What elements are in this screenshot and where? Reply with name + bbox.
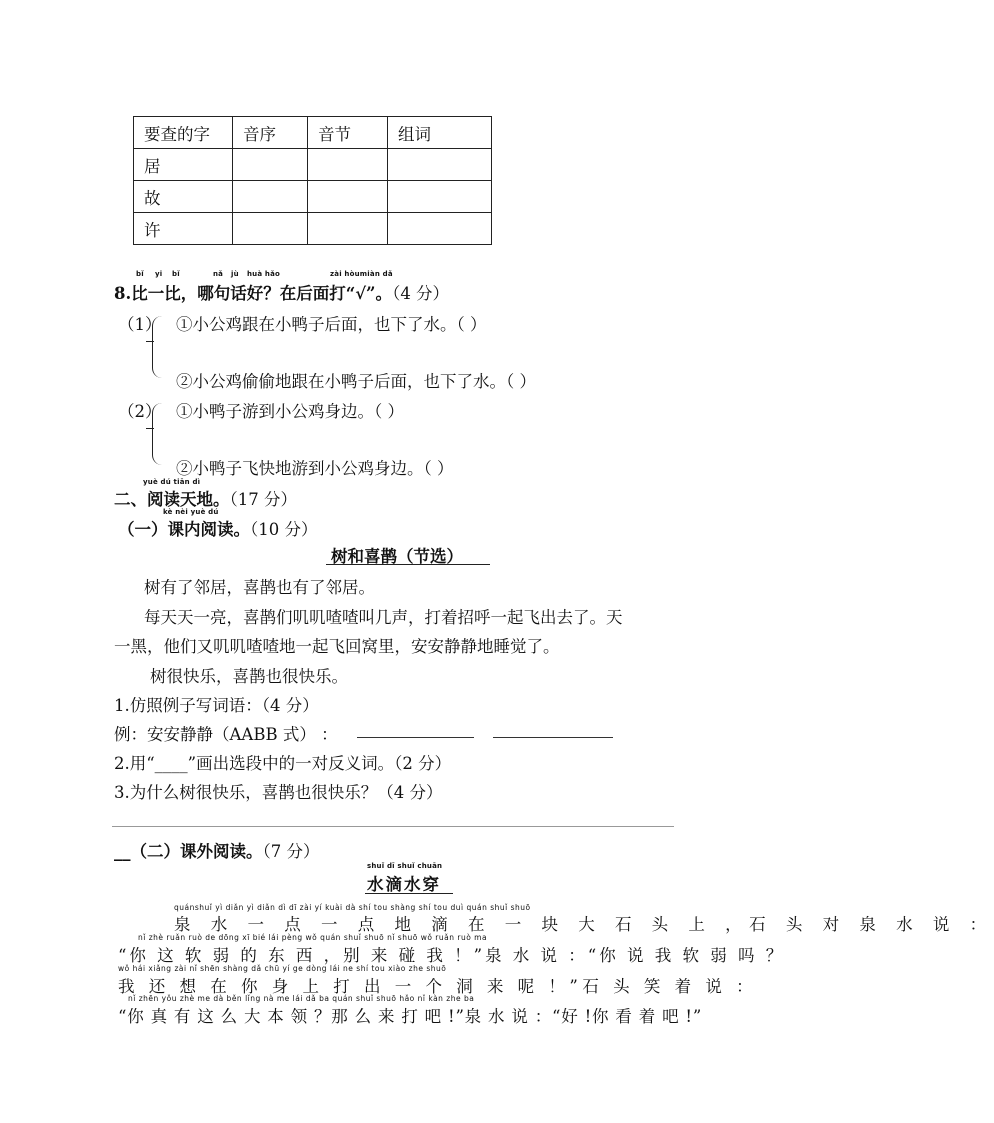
passage-paragraph: 一黑，他们又叽叽喳喳地一起飞回窝里，安安静静地睡觉了。 xyxy=(114,637,560,656)
part-1-title: （一）课内阅读。 xyxy=(118,520,250,539)
choice-1b[interactable]: ②小公鸡偷偷地跟在小鸭子后面，也下了水。（ ） xyxy=(176,372,536,391)
pinyin-line: nǐ zhēn yǒu zhè me dà běn lǐng nà me lái dǎ ba quán shuǐ shuō hǎo nǐ kàn zhe ba xyxy=(128,994,475,1003)
table-cell: 故 xyxy=(134,181,233,213)
table-cell-blank[interactable] xyxy=(308,181,388,213)
table-cell: 居 xyxy=(134,149,233,181)
question-8-score: （4 分） xyxy=(392,284,450,303)
divider-line xyxy=(112,826,674,827)
group-1-label: （1） xyxy=(118,315,162,334)
part-2-title: __（二）课外阅读。 xyxy=(114,842,263,861)
title-underline xyxy=(326,564,490,565)
passage-line: “你 真 有 这 么 大 本 领 ？那 么 来 打 吧 !”泉 水 说 ：“好 !你 看 着 吧 !” xyxy=(118,1007,703,1026)
passage-paragraph: 每天天一亮，喜鹊们叽叽喳喳叫几声，打着招呼一起飞出去了。天 xyxy=(144,608,623,627)
section-2-heading xyxy=(114,486,297,510)
passage-2-title: 水滴水穿 xyxy=(367,875,441,894)
part-1-score: （10 分） xyxy=(250,520,318,539)
table-cell-blank[interactable] xyxy=(308,213,388,245)
passage-line: “你 这 软 弱 的 东 西 ，别 来 碰 我 ！”泉 水 说 ：“你 说 我 软 弱 吗 ？ xyxy=(118,946,786,965)
pinyin-line: quánshuǐ yì diǎn yì diǎn dì dī zài yí kuài dà shí tou shàng shí tou duì quán shuǐ shuō xyxy=(174,903,531,912)
section-2-title: 二、阅读天地。 xyxy=(114,490,230,509)
pinyin-line: wǒ hái xiǎng zài nǐ shēn shàng dǎ chū yí ge dòng lái ne shí tou xiào zhe shuō xyxy=(118,964,447,973)
table-row xyxy=(134,149,492,181)
sub-question-3: 3.为什么树很快乐，喜鹊也很快乐？（4 分） xyxy=(114,783,443,802)
part-1-heading xyxy=(118,516,318,540)
table-header-cell: 组词 xyxy=(388,117,492,149)
brace-icon xyxy=(152,316,163,378)
sub-question-1: 1.仿照例子写词语：（4 分） xyxy=(114,696,319,715)
choice-1a[interactable]: ①小公鸡跟在小鸭子后面，也下了水。（ ） xyxy=(176,315,487,334)
answer-blank[interactable] xyxy=(493,737,613,738)
passage-1-title: 树和喜鹊（节选） xyxy=(331,547,463,566)
table-cell-blank[interactable] xyxy=(308,149,388,181)
pinyin-annotation: nǎ xyxy=(213,270,224,278)
table-row xyxy=(134,181,492,213)
table-cell: 许 xyxy=(134,213,233,245)
pinyin-annotation: bǐ xyxy=(136,270,144,278)
pinyin-annotation: huà hǎo xyxy=(247,270,281,278)
pinyin-line: nǐ zhè ruǎn ruò de dōng xī bié lái pèng wǒ quán shuǐ shuō nǐ shuō wǒ ruǎn ruò ma xyxy=(138,933,488,942)
brace-tip-icon xyxy=(146,428,154,429)
choice-2b[interactable]: ②小鸭子飞快地游到小公鸡身边。（ ） xyxy=(176,459,454,478)
pinyin-annotation: yuè dú tiān dì xyxy=(143,478,201,486)
table-cell-blank[interactable] xyxy=(388,181,492,213)
question-8-title: 8.比一比，哪句话好？在后面打“√”。 xyxy=(114,284,393,303)
title-underline xyxy=(365,893,453,894)
choice-2a[interactable]: ①小鸭子游到小公鸡身边。（ ） xyxy=(176,402,404,421)
table-cell-blank[interactable] xyxy=(233,181,308,213)
part-2-heading xyxy=(114,838,320,862)
pinyin-annotation: shuǐ dī shuǐ chuān xyxy=(367,862,443,870)
table-cell-blank[interactable] xyxy=(233,149,308,181)
pinyin-annotation: yi xyxy=(155,270,163,278)
table-header-cell: 音节 xyxy=(308,117,388,149)
table-header-cell: 要查的字 xyxy=(134,117,233,149)
brace-tip-icon xyxy=(146,341,154,342)
table-header-row xyxy=(134,117,492,149)
pinyin-annotation: zài hòumiàn dǎ xyxy=(330,270,393,278)
question-8-heading xyxy=(114,280,449,304)
table-cell-blank[interactable] xyxy=(233,213,308,245)
section-2-score: （17 分） xyxy=(229,490,297,509)
pinyin-annotation: jù xyxy=(231,270,239,278)
pinyin-annotation: kè nèi yuè dú xyxy=(163,508,219,516)
table-cell-blank[interactable] xyxy=(388,213,492,245)
sub-question-1-example: 例：安安静静（AABB 式） ： xyxy=(114,725,338,744)
part-2-score: （7 分） xyxy=(262,842,320,861)
table-header-cell: 音序 xyxy=(233,117,308,149)
table-cell-blank[interactable] xyxy=(388,149,492,181)
pinyin-annotation: bǐ xyxy=(172,270,180,278)
table-row xyxy=(134,213,492,245)
passage-line: 我 还 想 在 你 身 上 打 出 一 个 洞 来 呢 ！”石 头 笑 着 说 ： xyxy=(118,977,758,996)
sub-question-2: 2.用“____”画出选段中的一对反义词。（2 分） xyxy=(114,754,452,773)
passage-line: 泉 水 一 点 一 点 地 滴 在 一 块 大 石 头 上 ，石 头 对 泉 水 说 ： xyxy=(174,915,994,934)
passage-paragraph: 树有了邻居，喜鹊也有了邻居。 xyxy=(144,578,375,597)
answer-blank[interactable] xyxy=(357,737,474,738)
character-lookup-table xyxy=(133,116,492,245)
brace-icon xyxy=(152,403,163,465)
group-2-label: （2） xyxy=(118,402,162,421)
passage-paragraph: 树很快乐，喜鹊也很快乐。 xyxy=(150,667,348,686)
